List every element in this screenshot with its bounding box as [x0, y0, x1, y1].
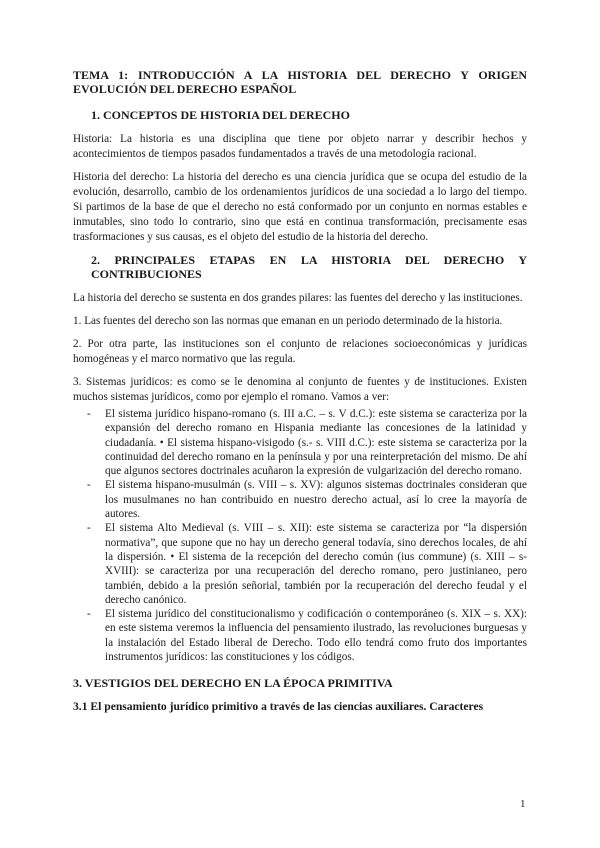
paragraph-historia: Historia: La historia es una disciplina que tiene por objeto narrar y describir hechos y acontecimientos de tiempos pasados fundamentados a través de una metodología racional. [73, 133, 527, 160]
section-3-heading: 3. VESTIGIOS DEL DERECHO EN LA ÉPOCA PRIMITIVA [73, 676, 393, 691]
bullet-marker: - [87, 522, 91, 535]
list-item-text: El sistema hispano-musulmán (s. VIII – s. XV): algunos sistemas doctrinales consideran que los musulmanes no han contribuido en nuestro derecho actual, así lo cree la mayoría de autores. [105, 479, 527, 521]
paragraph-sistemas-juridicos: 3. Sistemas jurídicos: es como se le denomina al conjunto de fuentes y de instituciones. Existen muchos sistemas jurídicos, como por ejemplo el romano. Vamos a ver: [73, 376, 527, 403]
list-item-text: El sistema jurídico hispano-romano (s. III a.C. – s. V d.C.): este sistema se caracteriza por la expansión del derecho romano en Hispania mediante las concesiones de la latinidad y ciudadanía. • El sistema hispano-visigodo (s.- s. VIII d.C.): este sistema se caracteriza por la continuidad del derecho romano en la península y por una reinterpretación del mismo. De ahí que algunos sectores doctrinales acuñaron la expresión de vulgarización del derecho romano. [105, 408, 527, 478]
bullet-marker: - [87, 608, 91, 621]
section-2-heading: 2. PRINCIPALES ETAPAS EN LA HISTORIA DEL DERECHO Y CONTRIBUCIONES [91, 253, 527, 281]
bullet-marker: - [87, 479, 91, 492]
paragraph-pilares: La historia del derecho se sustenta en dos grandes pilares: las fuentes del derecho y las instituciones. [73, 292, 523, 304]
list-item-text: El sistema Alto Medieval (s. VIII – s. XII): este sistema se caracteriza por “la dispersión normativa”, que supone que no hay un derecho general todavía, sino derechos locales, de ahí la dispersión. • El sistema de la recepción del derecho común (ius commune) (s. XIII – s- XVIII): se caracteriza por una recuperación del derecho romano, pero justinianeo, pero también, debido a la presión señorial, también por la recuperación del derecho feudal y el derecho canónico. [105, 522, 527, 606]
bullet-marker: - [87, 408, 91, 420]
paragraph-instituciones: 2. Por otra parte, las instituciones son el conjunto de relaciones socioeconómicas y jurídicas homogéneas y el marco normativo que las regula. [73, 338, 527, 365]
section-3-1-heading: 3.1 El pensamiento jurídico primitivo a través de las ciencias auxiliares. Caracteres [73, 700, 484, 714]
paragraph-historia-del-derecho: Historia del derecho: La historia del derecho es una ciencia jurídica que se ocupa del estudio de la evolución, desarrollo, cambio de los ordenamientos jurídicos de una sociedad a lo largo del tiempo. Si partimos de la base de que el derecho no está conformado por un conjunto en normas estables e inmutables, sino todo lo contrario, sino que está en continua transformación, precisamente esas trasformaciones y sus causas, es el objeto del estudio de la historia del derecho. [73, 171, 527, 243]
page-number: 1 [520, 798, 526, 810]
section-1-heading: 1. CONCEPTOS DE HISTORIA DEL DERECHO [91, 108, 350, 122]
document-title: TEMA 1: INTRODUCCIÓN A LA HISTORIA DEL DERECHO Y ORIGEN EVOLUCIÓN DEL DERECHO ESPAÑOL [73, 68, 527, 96]
page-content [73, 68, 527, 714]
list-item [87, 607, 527, 664]
sistemas-list [73, 407, 527, 664]
list-item [87, 521, 527, 607]
list-item [87, 407, 527, 478]
paragraph-fuentes: 1. Las fuentes del derecho son las normas que emanan en un periodo determinado de la historia. [73, 315, 503, 327]
list-item [87, 478, 527, 521]
list-item-text: El sistema jurídico del constitucionalismo y codificación o contemporáneo (s. XIX – s. XX): en este sistema veremos la influencia del pensamiento ilustrado, las revoluciones burguesas y la instalación del Estado liberal de Derecho. Todo ello tendrá como fruto dos importantes instrumentos jurídicos: las constituciones y los códigos. [105, 608, 527, 664]
